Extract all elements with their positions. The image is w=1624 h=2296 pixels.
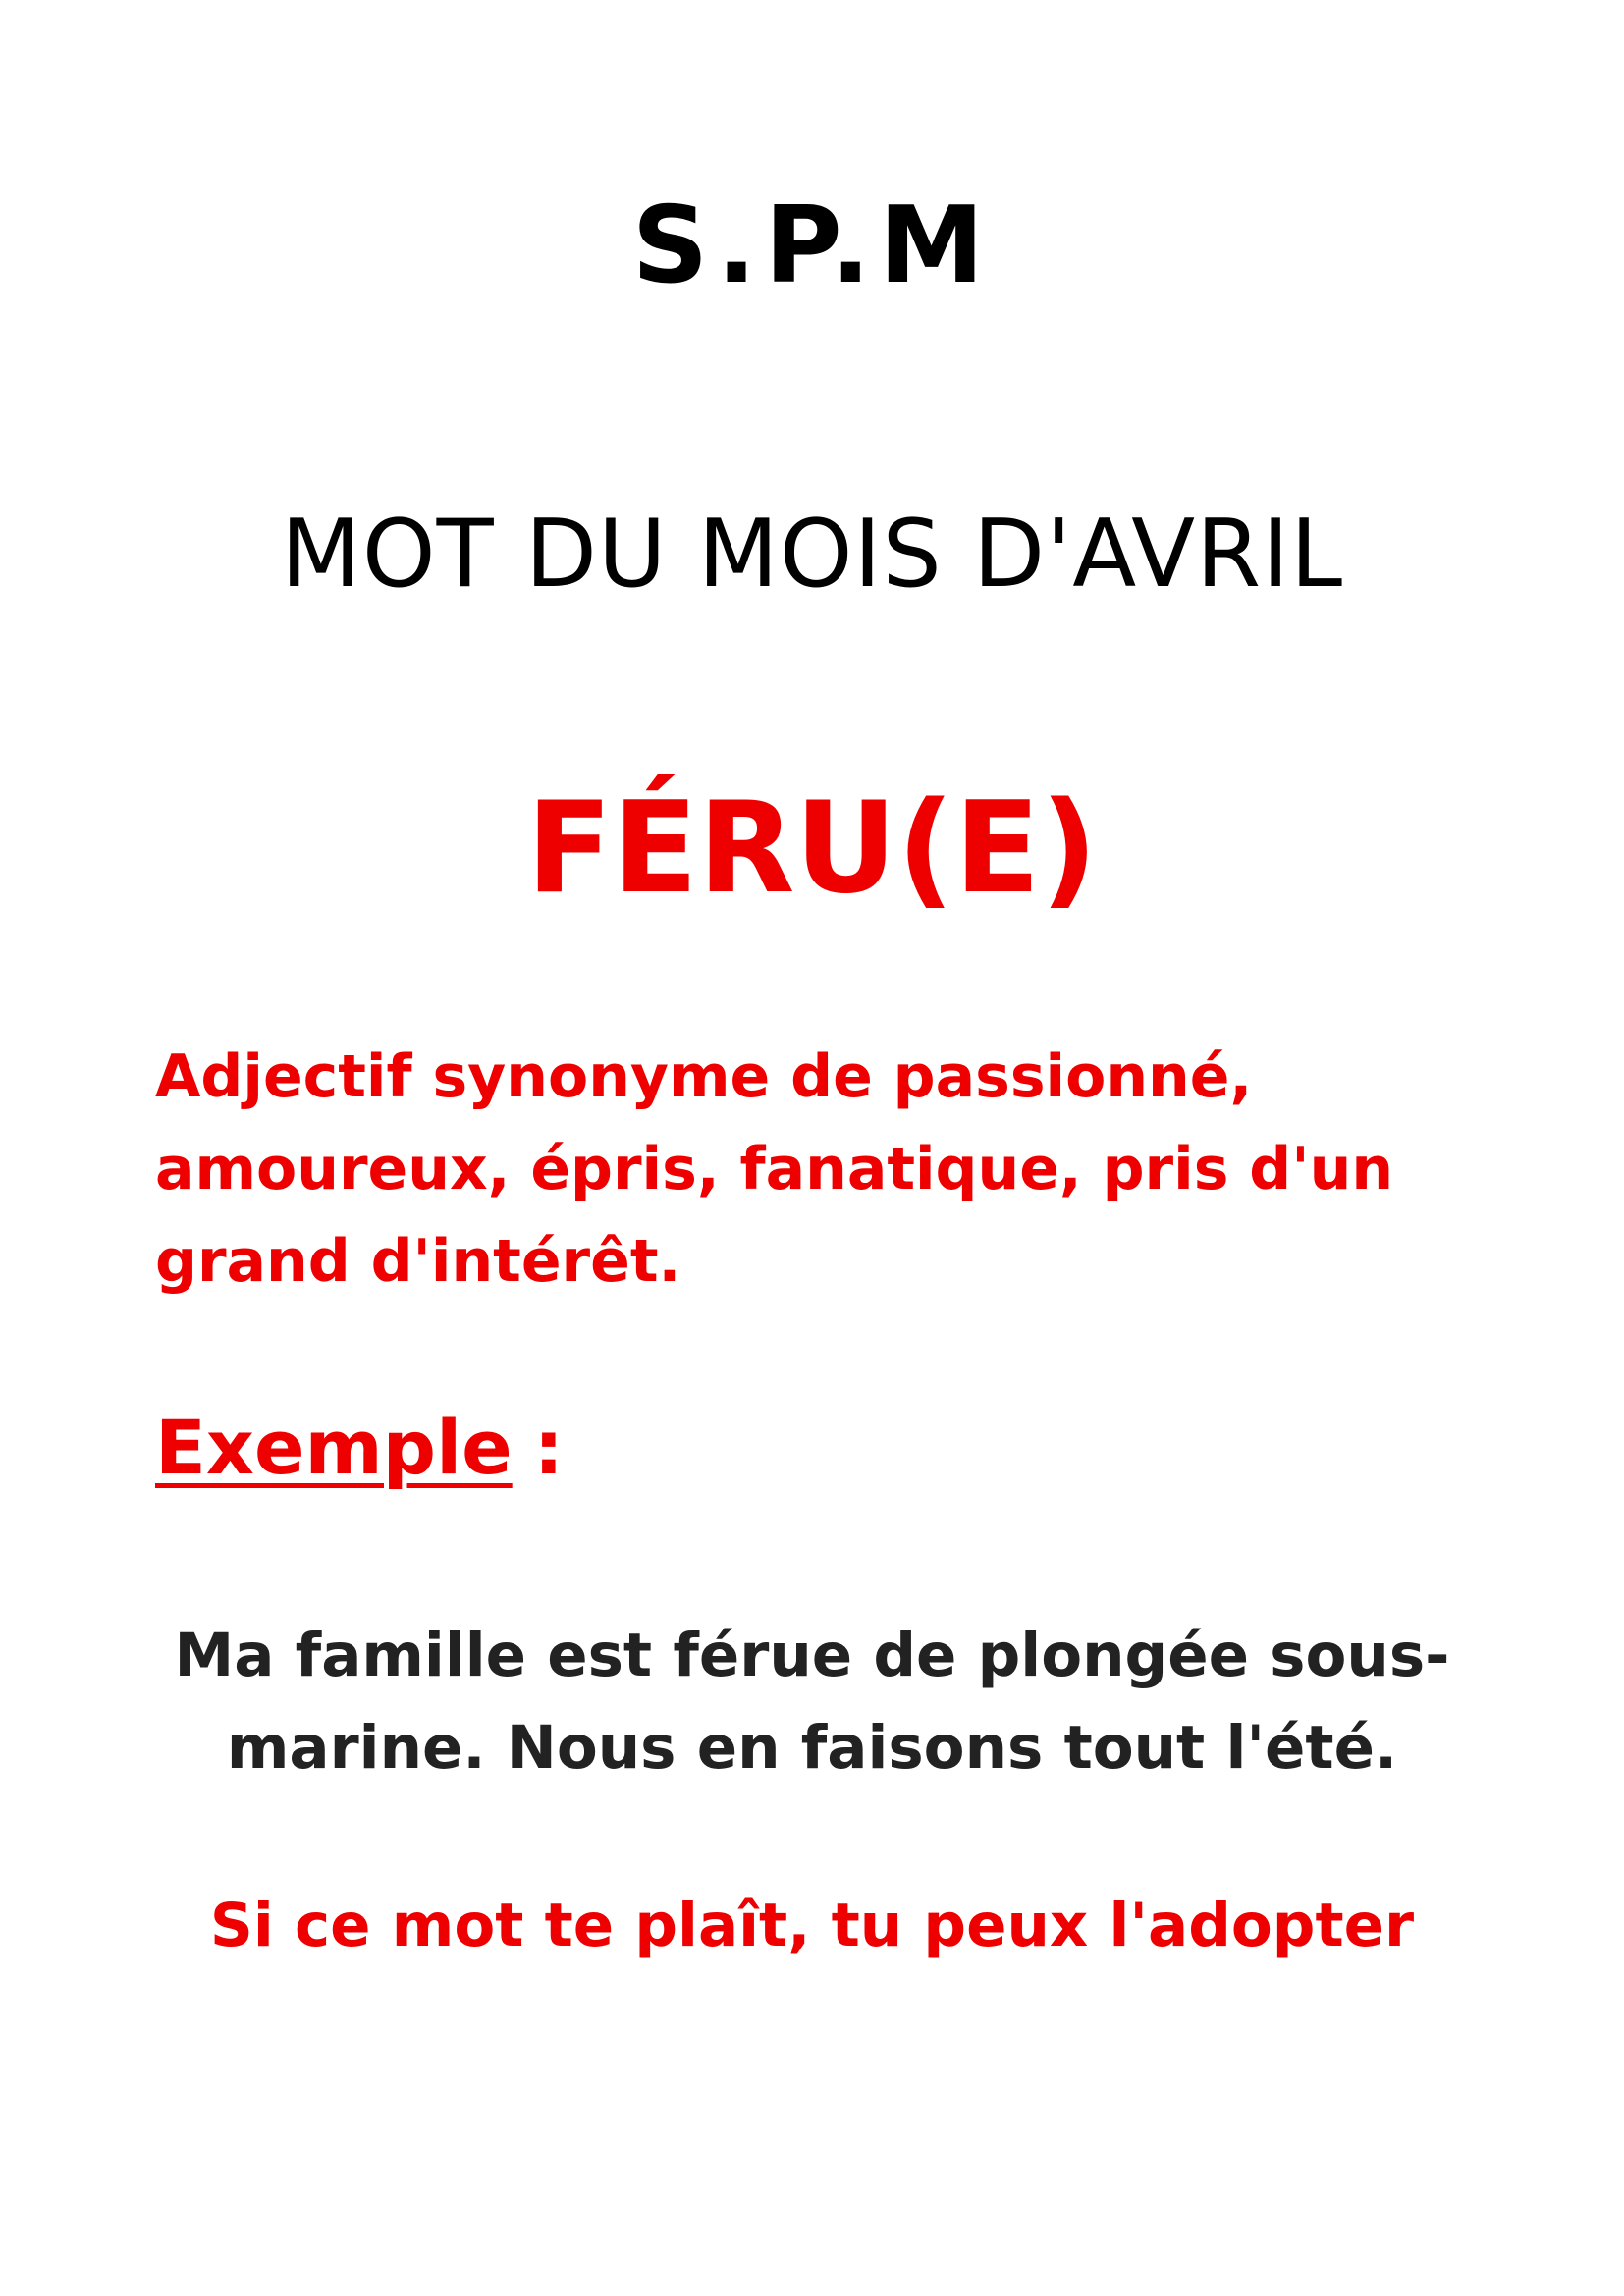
example-line: Ma famille est férue de plongée sous- bbox=[174, 1621, 1450, 1690]
example-heading bbox=[155, 1404, 564, 1491]
definition-line: grand d'intérêt. bbox=[155, 1227, 681, 1296]
closing-message: Si ce mot te plaît, tu peux l'adopter bbox=[209, 1891, 1415, 1960]
example-line: marine. Nous en faisons tout l'été. bbox=[226, 1713, 1398, 1783]
organization-title: S.P.M bbox=[631, 185, 993, 307]
definition-line: amoureux, épris, fanatique, pris d'un bbox=[155, 1135, 1394, 1203]
definition-block bbox=[155, 1031, 1471, 1308]
definition-line: Adjectif synonyme de passionné, bbox=[155, 1042, 1253, 1111]
word-of-the-month: FÉRU(E) bbox=[526, 775, 1098, 922]
page-subtitle: MOT DU MOIS D'AVRIL bbox=[280, 501, 1344, 609]
example-colon: : bbox=[533, 1404, 565, 1491]
example-sentence bbox=[0, 1610, 1624, 1794]
example-label: Exemple bbox=[155, 1404, 513, 1491]
